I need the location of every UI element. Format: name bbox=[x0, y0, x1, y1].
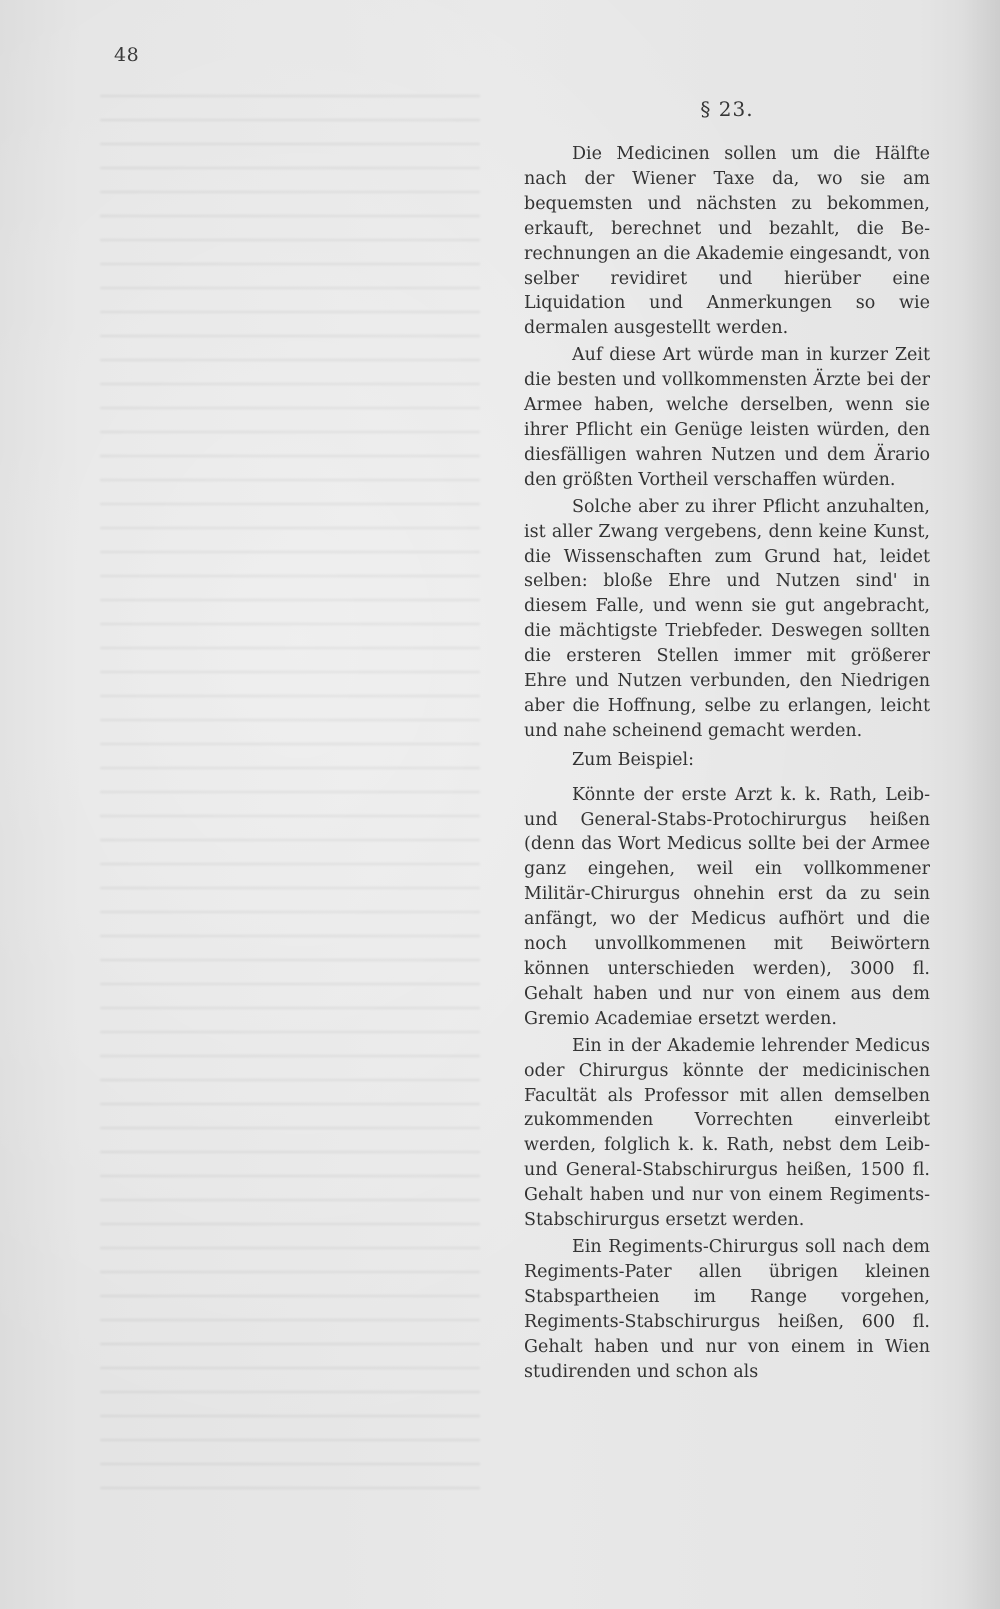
text-column bbox=[524, 96, 930, 1384]
paragraph-first-doctor: Könnte der erste Arzt k. k. Rath, Leib- und General-Stabs-Protochirurgus heißen (denn das Wort Medicus sollte bei der Armee ganz eingehen, weil ein vollkommener Militär-Chirurgus ohnehin erst da zu sein anfängt, wo der Medicus aufhört und die noch unvollkommenen mit Beiwörtern können unterschieden werden), 3000 fl. Gehalt haben und nur von einem aus dem Gremio Academiae ersetzt werden. bbox=[524, 784, 930, 1029]
paragraph-example-heading: Zum Beispiel: bbox=[572, 749, 695, 770]
paragraph-duty: Solche aber zu ihrer Pflicht anzuhalten, ist aller Zwang vergebens, denn keine Kunst, die Wissenschaften zum Grund hat, leidet selben: bloße Ehre und Nutzen sind' in diesem Falle, und wenn sie gut angebracht, die mächtigste Triebfeder. Deswegen sollten die ersteren Stellen immer mit größerer Ehre und Nutzen verbunden, den Niedrigen aber die Hoffnung, selbe zu erlangen, leicht und nahe scheinend gemacht werden. bbox=[524, 496, 930, 741]
paragraph-medicines: Die Medicinen sollen um die Hälfte nach der Wiener Taxe da, wo sie am bequemsten und nächsten zu bekommen, erkauft, berechnet und bezahlt, die Berechnungen an die Akademie eingesandt, von selber revidiret und hierüber eine Liquidation und Anmerkungen so wie dermalen ausgestellt werden. bbox=[524, 144, 930, 339]
bleed-through-shadow bbox=[100, 95, 480, 1495]
page-edge-shadow bbox=[960, 0, 1000, 1609]
paragraph-best-doctors: Auf diese Art würde man in kurzer Zeit die besten und vollkommensten Ärzte bei der Armee haben, welche derselben, wenn sie ihrer Pflicht ein Genüge leisten würden, den diesfälligen wahren Nutzen und dem Ärario den größten Vortheil verschaffen würden. bbox=[524, 345, 930, 490]
section-heading: § 23. bbox=[700, 97, 754, 121]
paragraph-academy-teacher: Ein in der Akademie lehrender Medicus oder Chirurgus könnte der medicinischen Facultät als Professor mit allen demselben zukommenden Vorrechten einverleibt werden, folglich k. k. Rath, nebst dem Leib- und General-Stabschirurgus heißen, 1500 fl. Gehalt haben und nur von einem Regiments-Stabschirurgus ersetzt werden. bbox=[524, 1035, 930, 1231]
page-number: 48 bbox=[114, 44, 140, 66]
paragraph-regiment-surgeon: Ein Regiments-Chirurgus soll nach dem Regiments-Pater allen übrigen kleinen Stabspartheien im Range vorgehen, Regiments-Stabschirurgus heißen, 600 fl. Gehalt haben und nur von einem in Wien studirenden und schon als bbox=[524, 1236, 930, 1382]
